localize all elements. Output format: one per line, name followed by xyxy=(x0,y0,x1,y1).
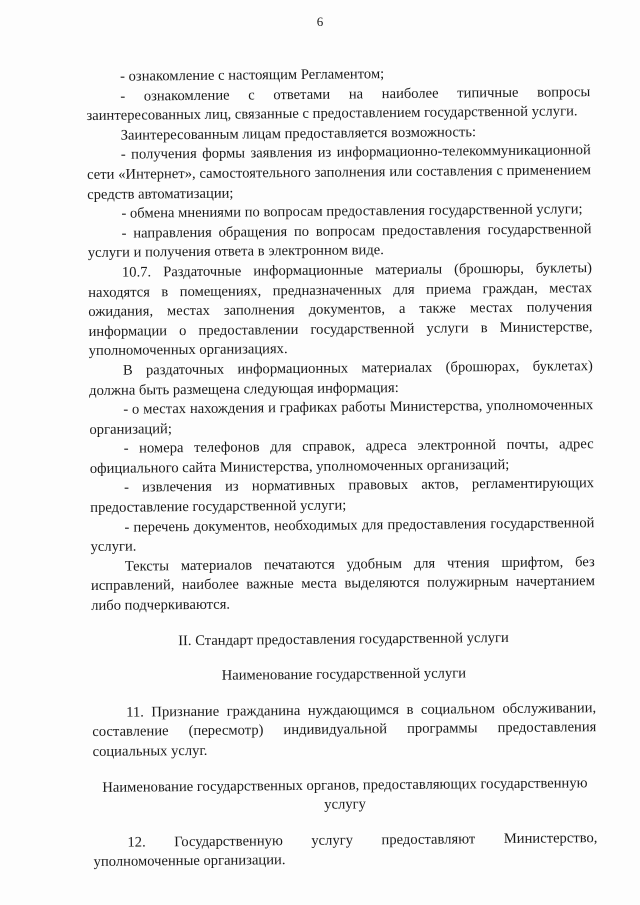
paragraph: - направления обращения по вопросам предоставления государственной услуги и получения ответа в электронном виде. xyxy=(87,220,592,262)
paragraph: - получения формы заявления из информационно-телекоммуникационной сети «Интернет», самостоятельного заполнения или составления с применением средств автоматизации; xyxy=(86,142,592,203)
subheading-service-name: Наименование государственной услуги xyxy=(221,665,467,684)
paragraph: - ознакомление с настоящим Регламентом; xyxy=(120,66,385,85)
paragraph: - о местах нахождения и графиках работы Министерства, уполномоченных организаций; xyxy=(89,397,594,438)
paragraph: В раздаточных информационных материалах (брошюрах, буклетах) должна быть размещена следующая информация: xyxy=(89,358,593,399)
paragraph: - номера телефонов для справок, адреса электронной почты, адрес официального сайта Министерства, уполномоченных организаций; xyxy=(89,436,594,477)
page-number: 6 xyxy=(316,14,324,29)
paragraph-11: 11. Признание гражданина нуждающимся в социальном обслуживании, составление (пересмотр) индивидуальной программы предоставления социальных услуг. xyxy=(92,699,597,760)
paragraph: - ознакомление с ответами на наиболее типичные вопросы заинтересованных лиц, связанные с предоставлением государственной услуги. xyxy=(86,83,591,125)
paragraph: 10.7. Раздаточные информационные материалы (брошюры, буклеты) находятся в помещениях, предназначенных для приема граждан, местах ожидания, местах заполнения документов, а также местах получения информации о предоставлении государственной услуги в Министерстве, уполномоченных организациях. xyxy=(88,260,593,360)
section-heading: II. Стандарт предоставления государственной услуги xyxy=(178,629,509,649)
paragraph: Тексты материалов печатаются удобным для чтения шрифтом, без исправлений, наиболее важные места выделяются полужирным начертанием либо подчеркиваются. xyxy=(90,553,596,615)
paragraph: - перечень документов, необходимых для предоставления государственной услуги. xyxy=(90,514,595,556)
subheading-authorities: Наименование государственных органов, предоставляющих государственную услугу xyxy=(102,774,588,813)
paragraph: - обмена мнениями по вопросам предоставления государственной услуги; xyxy=(121,201,583,222)
paragraph: - извлечения из нормативных правовых актов, регламентирующих предоставление государственной услуги; xyxy=(90,475,595,517)
document-body xyxy=(86,63,598,873)
paragraph-12: 12. Государственную услугу предоставляют Министерство, уполномоченные организации. xyxy=(93,829,598,871)
paragraph: Заинтересованным лицам предоставляется возможность: xyxy=(120,124,477,144)
